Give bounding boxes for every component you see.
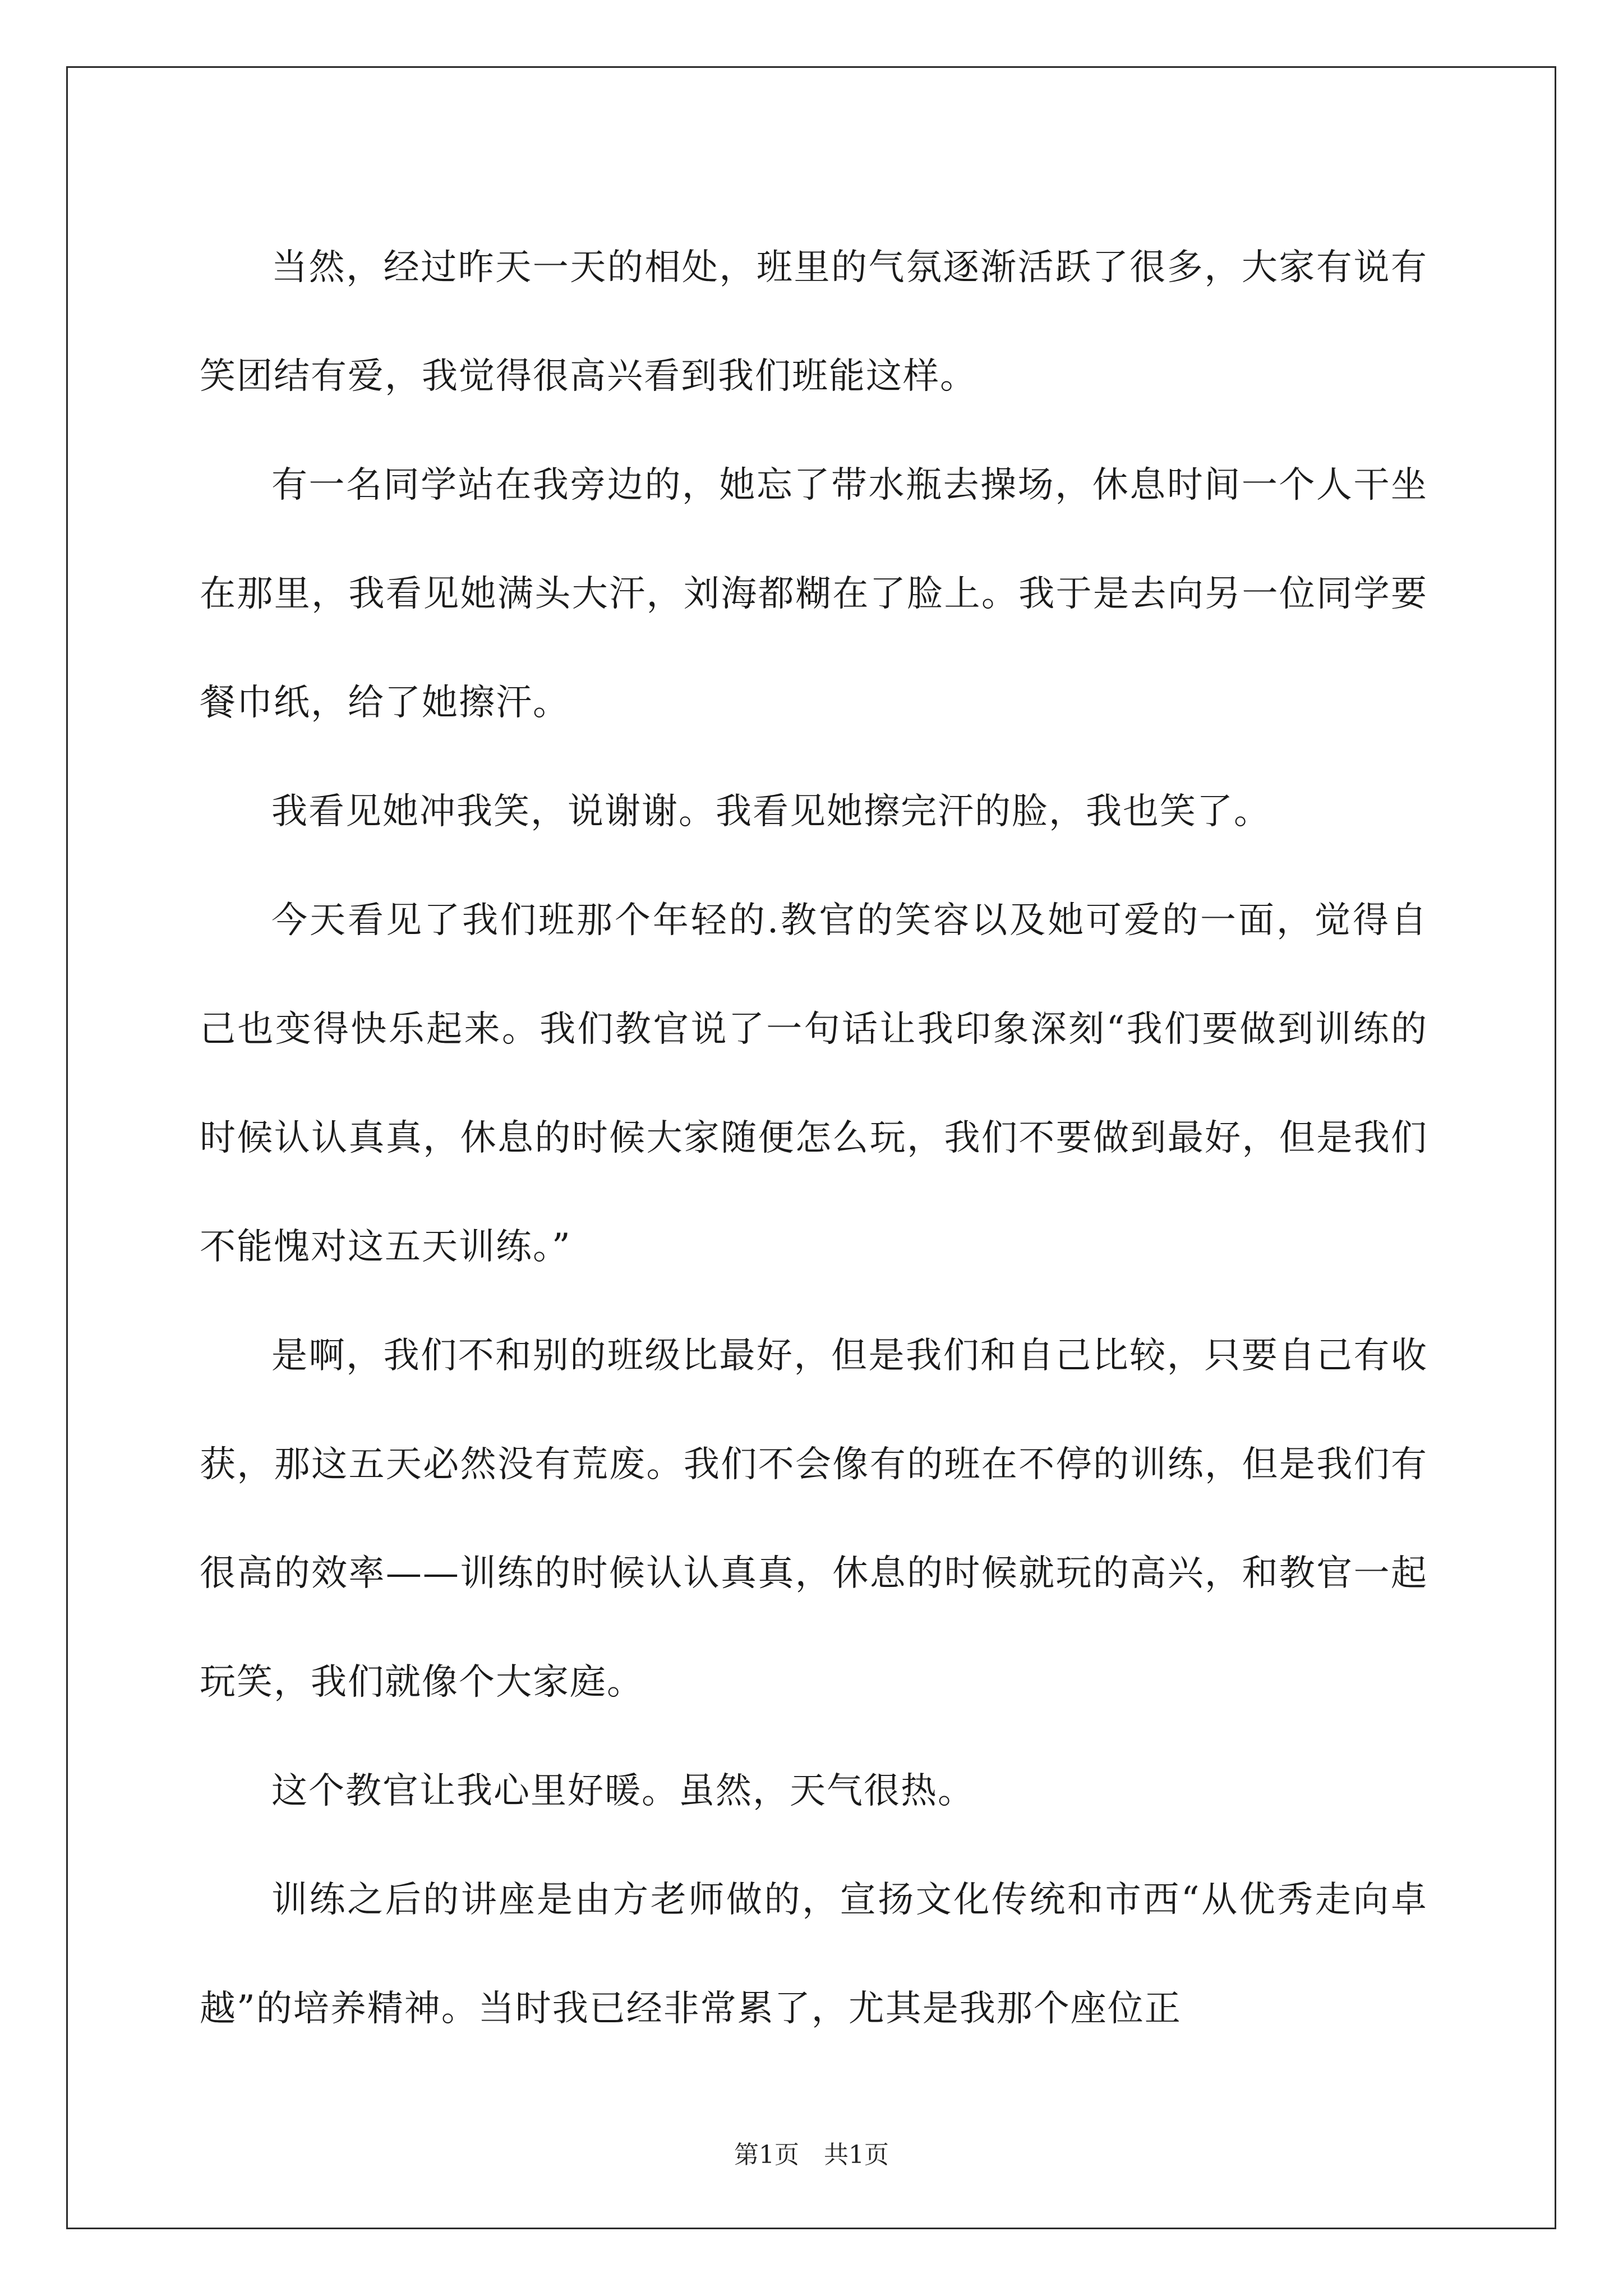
paragraph-1: 当然，经过昨天一天的相处，班里的气氛逐渐活跃了很多，大家有说有笑团结有爱，我觉得很高兴看到我们班能这样。 (200, 247, 1428, 397)
page-footer: 第1页 共1页 (734, 2141, 889, 2169)
paragraph-3: 我看见她冲我笑，说谢谢。我看见她擦完汗的脸，我也笑了。 (271, 791, 1271, 832)
paragraph-5: 是啊，我们不和别的班级比最好，但是我们和自己比较，只要自己有收获，那这五天必然没有荒废。我们不会像有的班在不停的训练，但是我们有很高的效率——训练的时候认认真真，休息的时候就玩的高兴，和教官一起玩笑，我们就像个大家庭。 (200, 1335, 1428, 1703)
document-body (200, 213, 1428, 2063)
paragraph-4: 今天看见了我们班那个年轻的.教官的笑容以及她可爱的一面，觉得自己也变得快乐起来。我们教官说了一句话让我印象深刻“我们要做到训练的时候认认真真，休息的时候大家随便怎么玩，我们不要做到最好，但是我们不能愧对这五天训练。” (200, 900, 1428, 1268)
paragraph-2: 有一名同学站在我旁边的，她忘了带水瓶去操场，休息时间一个人干坐在那里，我看见她满头大汗，刘海都糊在了脸上。我于是去向另一位同学要餐巾纸，给了她擦汗。 (200, 464, 1428, 724)
paragraph-6: 这个教官让我心里好暖。虽然，天气很热。 (271, 1770, 975, 1812)
paragraph-7: 训练之后的讲座是由方老师做的，宣扬文化传统和市西“从优秀走向卓越”的培养精神。当时我已经非常累了，尤其是我那个座位正 (200, 1879, 1428, 2030)
